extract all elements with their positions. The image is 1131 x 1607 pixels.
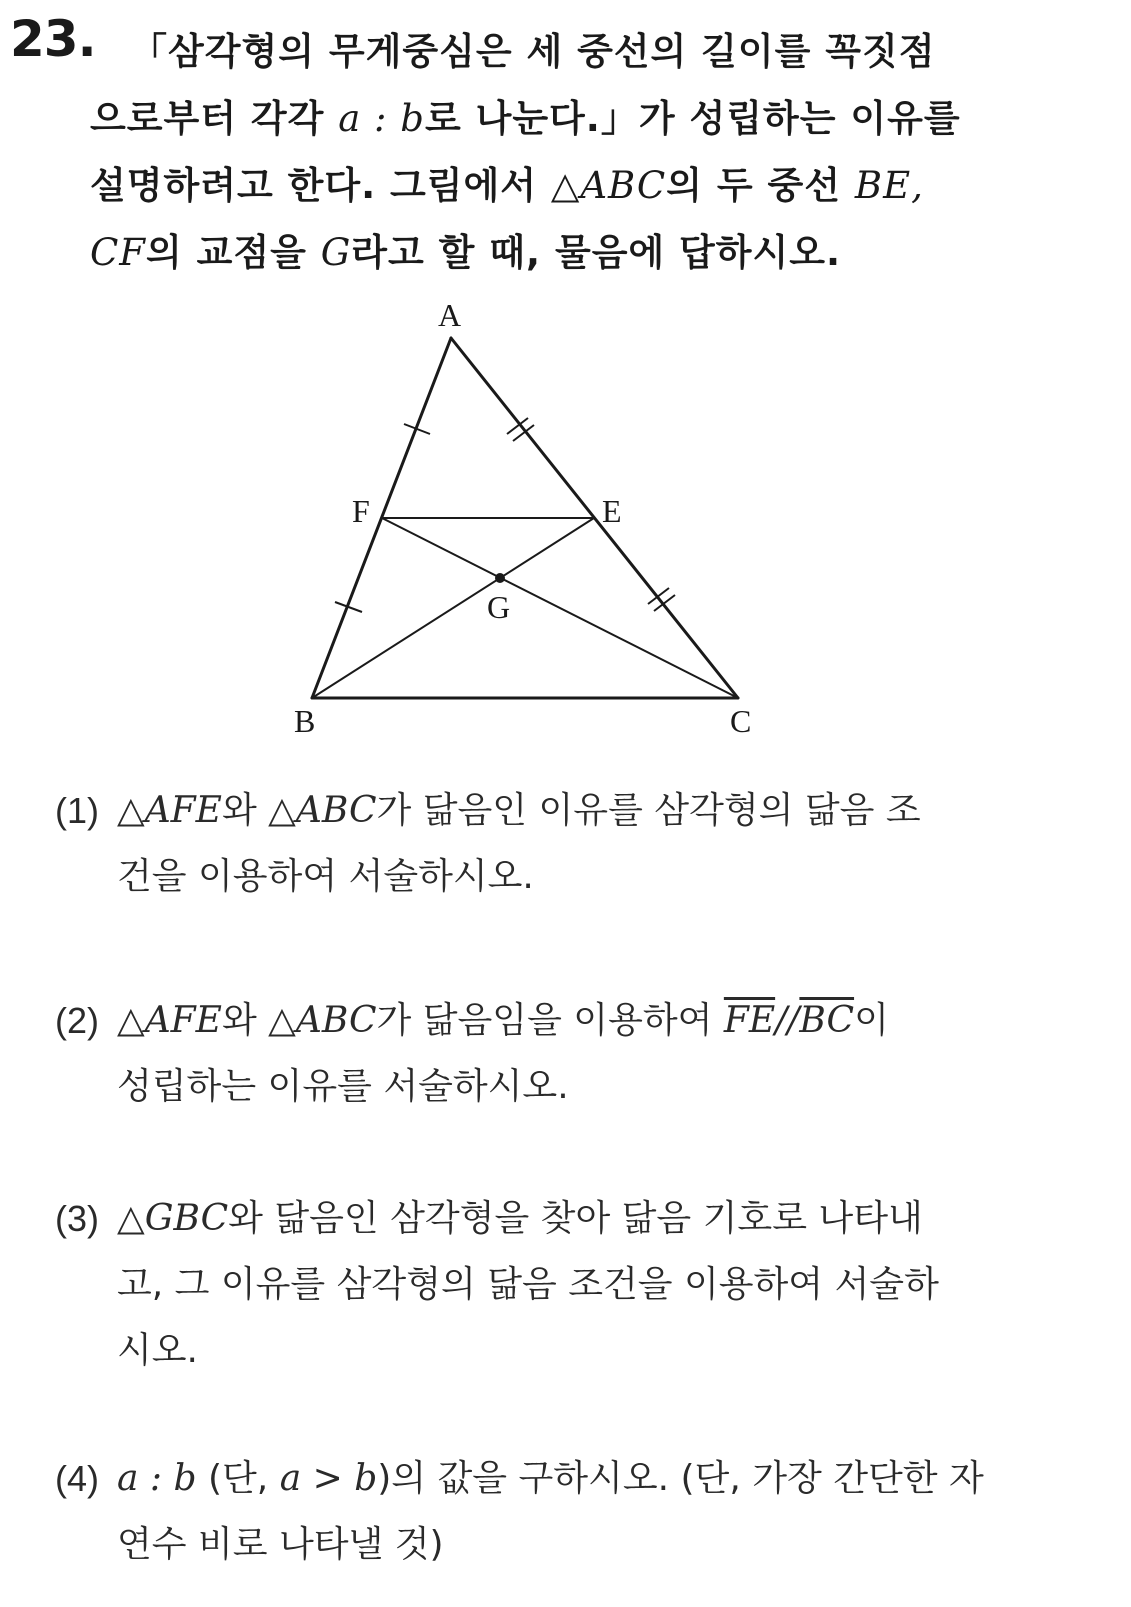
label-c: C (730, 703, 752, 739)
triangle-name: AFE (144, 790, 222, 831)
question-1 (55, 778, 1065, 918)
label-g: G (487, 589, 511, 625)
parallel-symbol: // (775, 1000, 800, 1041)
question-text (117, 778, 1067, 910)
point-math: G (320, 231, 352, 274)
question-text-part: 가 닮음임을 이용하여 (376, 1000, 724, 1041)
question-text-part: 이 (854, 1000, 889, 1041)
problem-stem (90, 18, 1060, 286)
triangle-name: GBC (144, 1198, 229, 1239)
triangle-diagram (280, 290, 790, 760)
question-line (117, 1446, 1067, 1512)
triangle-symbol: △ (117, 1000, 145, 1041)
question-2 (55, 988, 1065, 1128)
stem-text: 설명하려고 한다. 그림에서 △ (90, 164, 581, 207)
question-text (117, 1446, 1067, 1578)
ratio-math: a : b (338, 97, 425, 140)
triangle-name: ABC (295, 1000, 377, 1041)
centroid-point (495, 573, 505, 583)
question-line: 연수 비로 나타낼 것) (117, 1524, 444, 1565)
segment-name: $\overline{BC}$ (799, 1000, 855, 1041)
question-4 (55, 1446, 1065, 1586)
stem-text: 라고 할 때, 물음에 답하시오. (351, 231, 842, 274)
stem-line-1: 「삼각형의 무게중심은 세 중선의 길이를 꼭짓점 (130, 30, 936, 73)
question-number: (1) (55, 790, 99, 831)
triangle-symbol: △ (117, 790, 145, 831)
stem-text: 의 두 중선 (666, 164, 855, 207)
question-text-part: 와 닮음인 삼각형을 찾아 닮음 기호로 나타내 (228, 1198, 923, 1239)
question-text (117, 1186, 1067, 1384)
question-line: 시오. (117, 1330, 198, 1371)
question-line: 고, 그 이유를 삼각형의 닮음 조건을 이용하여 서술하 (117, 1264, 939, 1305)
question-text-part: 와 △ (221, 790, 296, 831)
question-text-part: (단, (196, 1458, 280, 1499)
median-be (312, 518, 594, 698)
median-math: BE, (854, 164, 924, 207)
question-line: 건을 이용하여 서술하시오. (117, 856, 534, 897)
triangle-name: AFE (144, 1000, 222, 1041)
question-line (117, 778, 1067, 844)
stem-text: 의 교점을 (145, 231, 321, 274)
label-a: A (438, 297, 462, 333)
question-text-part: 와 △ (221, 1000, 296, 1041)
question-number: (3) (55, 1198, 99, 1239)
question-text (117, 988, 1067, 1120)
triangle-name: ABC (295, 790, 377, 831)
stem-line-4 (90, 219, 1060, 286)
question-3 (55, 1186, 1065, 1396)
problem-number: 23. (10, 10, 96, 68)
label-b: B (294, 703, 316, 739)
segment-name: $\overline{FE}$ (723, 1000, 776, 1041)
question-text-part: 가 닮음인 이유를 삼각형의 닮음 조 (376, 790, 921, 831)
triangle-figure (280, 290, 790, 760)
question-line (117, 1186, 1067, 1252)
stem-text: 으로부터 각각 (90, 97, 339, 140)
stem-text: 로 나눈다.」가 성립하는 이유를 (424, 97, 961, 140)
ratio-math: a : b (117, 1458, 197, 1499)
stem-line-3 (90, 152, 1060, 219)
triangle-symbol: △ (117, 1198, 145, 1239)
median-math: CF (90, 231, 146, 274)
question-line (117, 988, 1067, 1054)
label-f: F (352, 493, 370, 529)
median-cf (382, 518, 738, 698)
label-e: E (602, 493, 622, 529)
question-text-part: )의 값을 구하시오. (단, 가장 간단한 자 (377, 1458, 984, 1499)
triangle-math: ABC (580, 164, 667, 207)
stem-line-2 (90, 85, 1060, 152)
question-number: (2) (55, 1000, 99, 1041)
inequality-math: a > b (279, 1458, 378, 1499)
question-line: 성립하는 이유를 서술하시오. (117, 1066, 569, 1107)
question-number: (4) (55, 1458, 99, 1499)
